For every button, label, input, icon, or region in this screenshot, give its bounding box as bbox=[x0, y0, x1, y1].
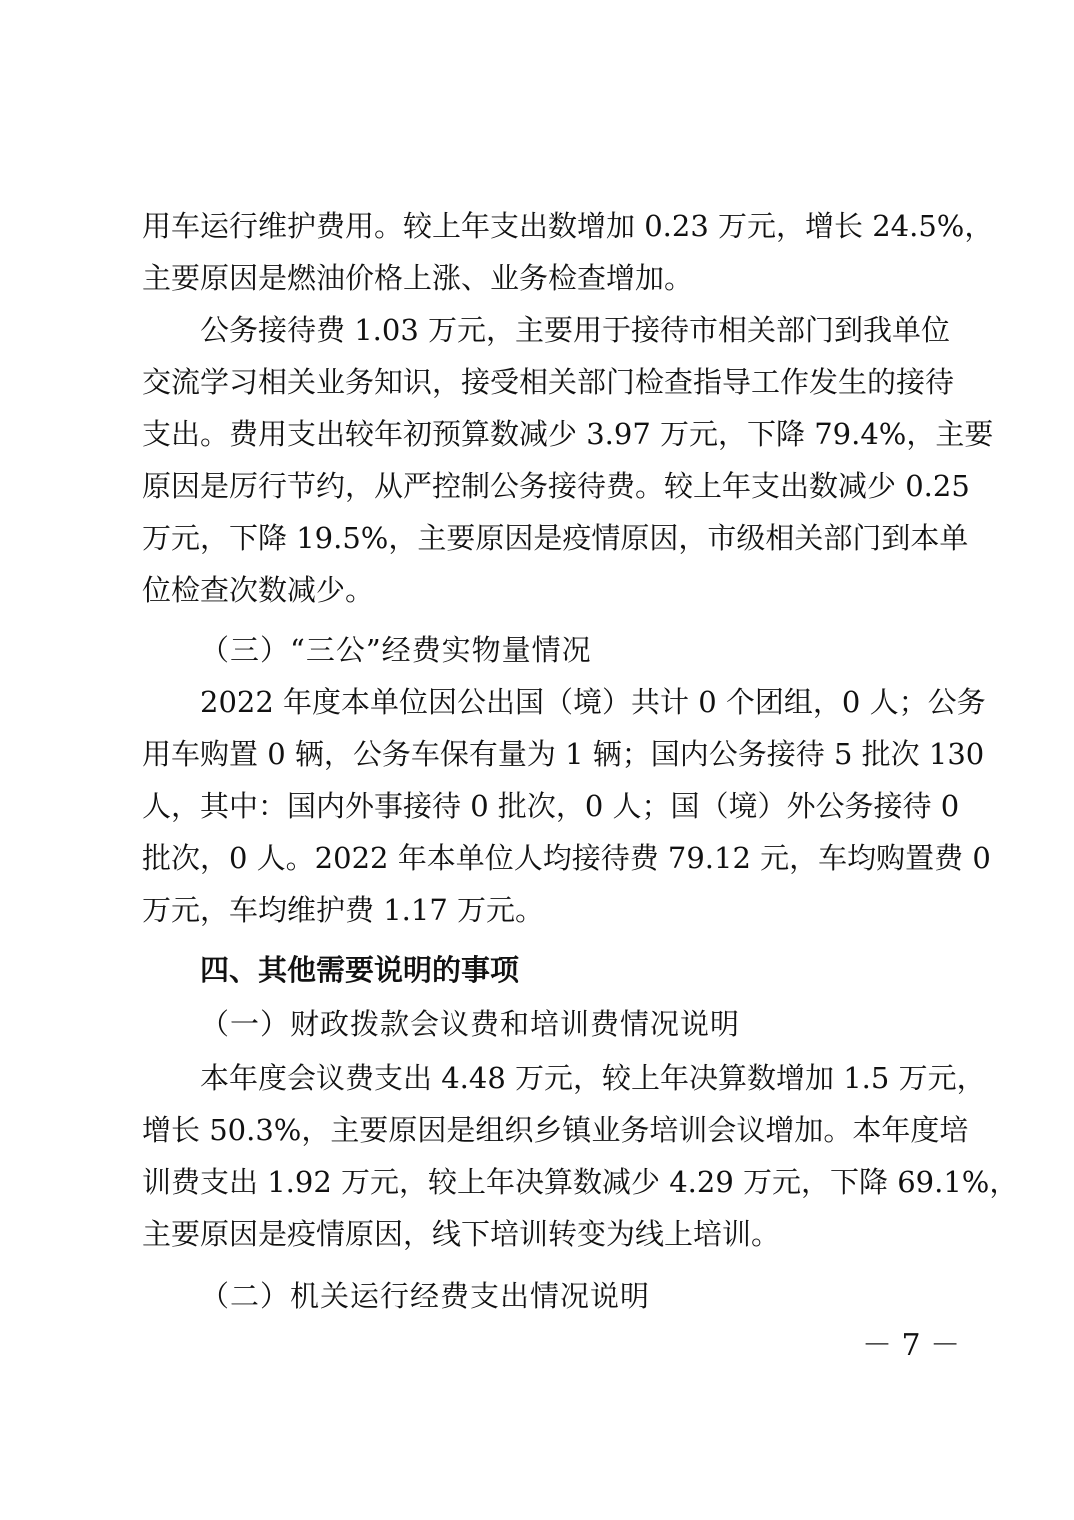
text-line: 交流学习相关业务知识，接受相关部门检查指导工作发生的接待 bbox=[142, 365, 955, 399]
section-heading: （二）机关运行经费支出情况说明 bbox=[200, 1279, 651, 1313]
text-line: 训费支出 1.92 万元，较上年决算数减少 4.29 万元，下降 69.1%， bbox=[142, 1165, 1019, 1199]
text-line: 用车运行维护费用。较上年支出数增加 0.23 万元，增长 24.5%， bbox=[142, 209, 994, 243]
text-line: 主要原因是燃油价格上涨、业务检查增加。 bbox=[142, 261, 694, 295]
section-heading: （一）财政拨款会议费和培训费情况说明 bbox=[200, 1007, 741, 1041]
text-line: 用车购置 0 辆，公务车保有量为 1 辆；国内公务接待 5 批次 130 bbox=[142, 737, 985, 771]
text-line: 批次，0 人。2022 年本单位人均接待费 79.12 元，车均购置费 0 bbox=[142, 841, 991, 875]
text-line: 万元，下降 19.5%，主要原因是疫情原因，市级相关部门到本单 bbox=[142, 521, 969, 555]
section-heading: （三）“三公”经费实物量情况 bbox=[200, 633, 592, 667]
section-heading: 四、其他需要说明的事项 bbox=[200, 953, 520, 987]
text-line: 公务接待费 1.03 万元，主要用于接待市相关部门到我单位 bbox=[200, 313, 951, 347]
text-line: 原因是厉行节约，从严控制公务接待费。较上年支出数减少 0.25 bbox=[142, 469, 970, 503]
text-line: 位检查次数减少。 bbox=[142, 573, 375, 607]
text-line: 人，其中：国内外事接待 0 批次，0 人；国（境）外公务接待 0 bbox=[142, 789, 960, 823]
text-line: 增长 50.3%，主要原因是组织乡镇业务培训会议增加。本年度培 bbox=[142, 1113, 969, 1147]
text-line: 本年度会议费支出 4.48 万元，较上年决算数增加 1.5 万元， bbox=[200, 1061, 986, 1095]
text-line: 支出。费用支出较年初预算数减少 3.97 万元，下降 79.4%，主要 bbox=[142, 417, 994, 451]
page-number: － 7 － bbox=[862, 1328, 961, 1363]
text-line: 2022 年度本单位因公出国（境）共计 0 个团组，0 人；公务 bbox=[200, 685, 986, 719]
text-line: 万元，车均维护费 1.17 万元。 bbox=[142, 893, 545, 927]
text-line: 主要原因是疫情原因，线下培训转变为线上培训。 bbox=[142, 1217, 781, 1251]
